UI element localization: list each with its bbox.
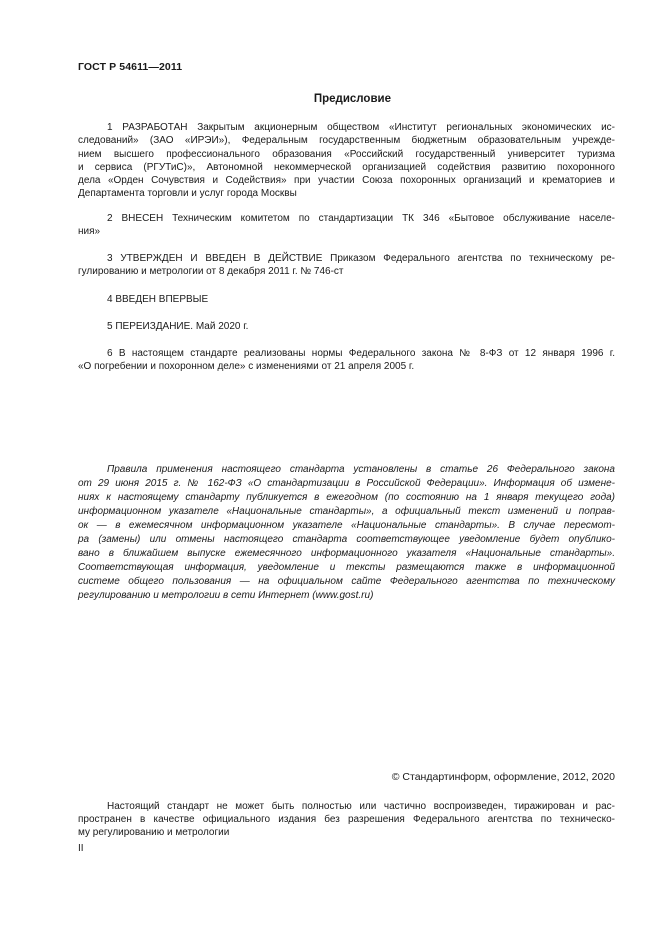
preface-item-1-line-2: следований» (ЗАО «ИРЭИ»), Федеральным государственным бюджетным образовательным учрежде- <box>78 135 615 147</box>
rules-notice-line-9: системе общего пользования — на официальном сайте Федерального агентства по техническому <box>78 576 615 587</box>
preface-item-2-line-1: 2 ВНЕСЕН Техническим комитетом по стандартизации ТК 346 «Бытовое обслуживание населе- <box>107 213 615 224</box>
preface-item-6 <box>78 347 615 374</box>
preface-item-1 <box>78 121 615 201</box>
rules-notice <box>78 463 615 603</box>
rules-notice-line-7: вано в ближайшем выпуске ежемесячного информационного указателя «Национальные стандарты». <box>78 548 615 559</box>
reproduction-notice-line-2: пространен в качестве официального издания без разрешения Федерального агентства по техническо- <box>78 814 615 825</box>
preface-item-3-line-2: гулированию и метрологии от 8 декабря 2011 г. № 746-ст <box>78 266 344 278</box>
preface-item-2-line-2: ния» <box>78 226 101 238</box>
preface-item-1-line-1: 1 РАЗРАБОТАН Закрытым акционерным обществом «Институт региональных экономических ис- <box>107 122 615 133</box>
rules-notice-line-8: Соответствующая информация, уведомление и тексты размещаются также в информационной <box>78 562 615 573</box>
standard-code: ГОСТ Р 54611—2011 <box>78 61 183 73</box>
rules-notice-line-3: ниях к настоящему стандарту публикуется в ежегодном (по состоянию на 1 января текущего года) <box>78 492 615 503</box>
preface-item-1-line-3: нием высшего профессионального образования «Российский государственный университет туризма <box>78 148 615 160</box>
preface-item-6-line-2: «О погребении и похоронном деле» с изменениями от 21 апреля 2005 г. <box>78 361 415 373</box>
preface-title: Предисловие <box>313 93 391 105</box>
reproduction-notice-line-3: му регулированию и метрологии <box>78 827 230 838</box>
preface-item-2 <box>78 212 615 239</box>
rules-notice-line-5: ок — в ежемесячном информационном указателе «Национальные стандарты». В случае пересмот- <box>78 520 615 531</box>
copyright-notice: © Стандартинформ, оформление, 2012, 2020 <box>391 771 615 783</box>
preface-item-5-line-1: 5 ПЕРЕИЗДАНИЕ. Май 2020 г. <box>107 321 249 332</box>
page-number: II <box>78 843 84 854</box>
preface-item-1-line-6: Департамента торговли и услуг города Москвы <box>78 188 297 200</box>
reproduction-notice-line-1: Настоящий стандарт не может быть полностью или частично воспроизведен, тиражирован и рас- <box>107 801 615 812</box>
preface-item-5 <box>78 320 615 333</box>
reproduction-notice <box>78 800 615 839</box>
preface-item-4 <box>78 293 615 306</box>
rules-notice-line-2: от 29 июня 2015 г. № 162-ФЗ «О стандартизации в Российской Федерации». Информация об измене- <box>78 478 615 489</box>
preface-item-6-line-1: 6 В настоящем стандарте реализованы нормы Федерального закона № 8-ФЗ от 12 января 1996 г. <box>107 348 615 359</box>
preface-item-1-line-4: и сервиса (РГУТиС)», Автономной некоммерческой организацией содействия развитию похоронного <box>78 161 615 173</box>
preface-item-4-line-1: 4 ВВЕДЕН ВПЕРВЫЕ <box>107 294 209 305</box>
preface-item-3 <box>78 252 615 279</box>
rules-notice-line-6: ра (замены) или отмены настоящего стандарта соответствующее уведомление будет опублико- <box>78 534 615 545</box>
preface-item-1-line-5: дела «Орден Сочувствия и Содействия» при участии Союза похоронных организаций и крематориев и <box>78 175 615 187</box>
preface-item-3-line-1: 3 УТВЕРЖДЕН И ВВЕДЕН В ДЕЙСТВИЕ Приказом Федерального агентства по техническому ре- <box>107 253 615 264</box>
rules-notice-line-1: Правила применения настоящего стандарта установлены в статье 26 Федерального закона <box>107 464 615 475</box>
rules-notice-line-4: информационном указателе «Национальные стандарты», а официальный текст изменений и поправ- <box>78 506 615 517</box>
rules-notice-line-10: регулированию и метрологии в сети Интернет (www.gost.ru) <box>78 590 374 601</box>
